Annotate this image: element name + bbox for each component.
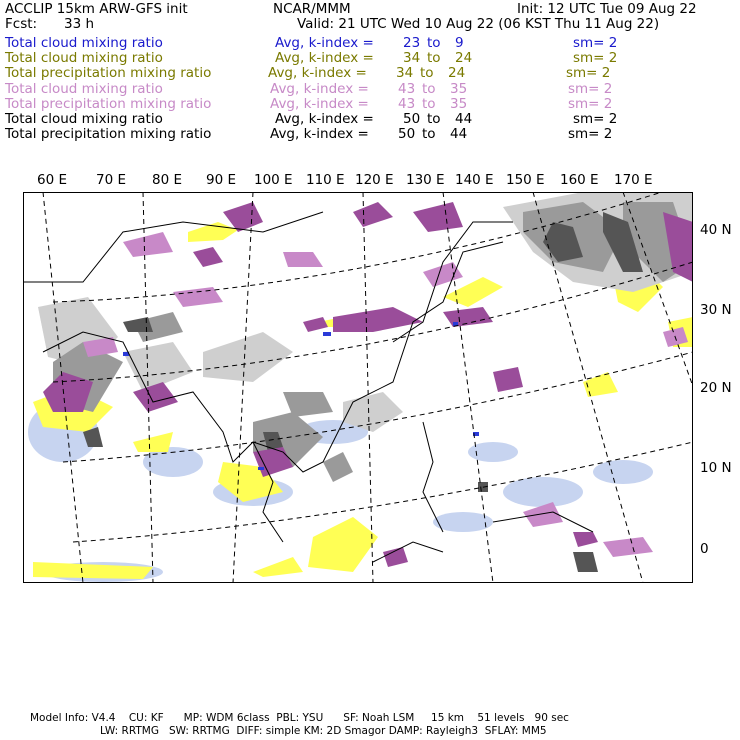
lon-label: 120 E	[355, 172, 394, 188]
field-k-start: 34	[403, 50, 421, 67]
field-to: to	[420, 65, 434, 82]
lat-label: 40 N	[700, 222, 732, 238]
lon-label: 60 E	[37, 172, 67, 188]
field-smoothing: sm= 2	[573, 35, 618, 51]
lon-label: 150 E	[506, 172, 545, 188]
lon-label: 160 E	[560, 172, 599, 188]
field-name: Total precipitation mixing ratio	[5, 95, 212, 112]
lon-label: 110 E	[306, 172, 345, 188]
field-avg-label: Avg, k-index =	[275, 111, 374, 127]
org-label: NCAR/MMM	[273, 1, 351, 17]
field-k-start: 23	[403, 35, 421, 51]
field-to: to	[427, 35, 441, 51]
field-k-start: 43	[398, 80, 416, 97]
lon-label: 130 E	[406, 172, 445, 188]
field-smoothing: sm= 2	[568, 95, 613, 112]
field-k-end: 24	[448, 65, 466, 82]
field-k-end: 35	[450, 95, 468, 112]
lon-label: 100 E	[254, 172, 293, 188]
field-k-end: 24	[455, 50, 473, 67]
field-avg-label: Avg, k-index =	[270, 126, 369, 143]
field-avg-label: Avg, k-index =	[270, 95, 369, 112]
field-k-start: 50	[403, 111, 421, 127]
field-to: to	[422, 80, 436, 97]
fcst-label: Fcst:	[5, 16, 38, 32]
lon-label: 140 E	[455, 172, 494, 188]
field-to: to	[427, 50, 441, 67]
lon-label: 90 E	[206, 172, 236, 188]
field-to: to	[427, 111, 441, 127]
field-smoothing: sm= 2	[573, 50, 618, 67]
model-info: Model Info: V4.4 CU: KF MP: WDM 6class PBL: YSU SF: Noah LSM 15 km 51 levels 90 sec	[30, 712, 569, 724]
field-k-start: 43	[398, 95, 416, 112]
lat-label: 20 N	[700, 380, 732, 396]
field-smoothing: sm= 2	[568, 126, 613, 143]
field-avg-label: Avg, k-index =	[268, 65, 367, 82]
field-k-end: 44	[455, 111, 473, 127]
field-k-end: 35	[450, 80, 468, 97]
field-name: Total cloud mixing ratio	[5, 35, 163, 51]
field-name: Total cloud mixing ratio	[5, 80, 163, 97]
field-name: Total cloud mixing ratio	[5, 111, 163, 127]
physics-info: LW: RRTMG SW: RRTMG DIFF: simple KM: 2D Smagor DAMP: Rayleigh3 SFLAY: MM5	[100, 725, 547, 737]
field-avg-label: Avg, k-index =	[275, 35, 374, 51]
lon-label: 70 E	[96, 172, 126, 188]
field-k-start: 50	[398, 126, 416, 143]
lat-label: 0	[700, 541, 709, 557]
field-smoothing: sm= 2	[573, 111, 618, 127]
field-smoothing: sm= 2	[568, 80, 613, 97]
field-avg-label: Avg, k-index =	[270, 80, 369, 97]
field-avg-label: Avg, k-index =	[275, 50, 374, 67]
model-title: ACCLIP 15km ARW-GFS init	[5, 1, 188, 17]
init-time: Init: 12 UTC Tue 09 Aug 22	[517, 1, 697, 17]
field-to: to	[422, 126, 436, 143]
field-smoothing: sm= 2	[566, 65, 611, 82]
lon-label: 170 E	[614, 172, 653, 188]
valid-time: Valid: 21 UTC Wed 10 Aug 22 (06 KST Thu 11 Aug 22)	[297, 16, 660, 32]
lat-label: 10 N	[700, 460, 732, 476]
field-to: to	[422, 95, 436, 112]
field-k-start: 34	[396, 65, 414, 82]
field-name: Total precipitation mixing ratio	[5, 126, 212, 143]
field-name: Total cloud mixing ratio	[5, 50, 163, 67]
fcst-value: 33 h	[64, 16, 95, 32]
field-k-end: 44	[450, 126, 468, 143]
map-panel	[23, 192, 693, 583]
field-k-end: 9	[455, 35, 464, 51]
lat-label: 30 N	[700, 302, 732, 318]
lon-label: 80 E	[152, 172, 182, 188]
field-name: Total precipitation mixing ratio	[5, 65, 212, 82]
